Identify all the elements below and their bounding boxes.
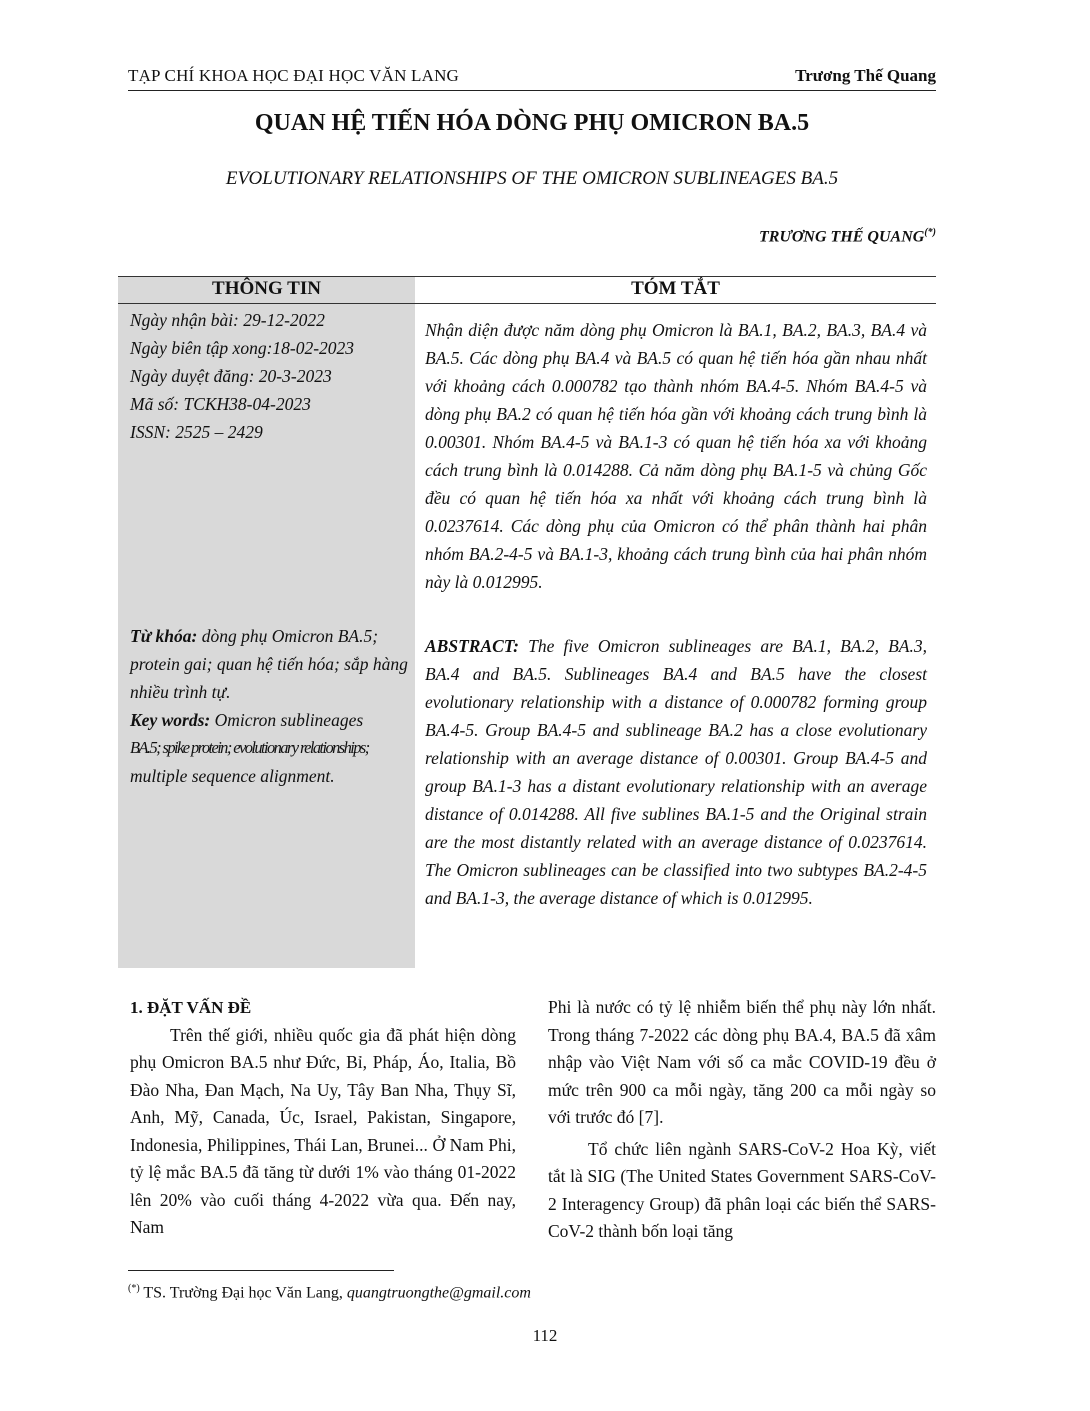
body-column-left — [130, 994, 516, 1242]
abstract-english-text: The five Omicron sublineages are BA.1, BA.2, BA.3, BA.4 and BA.5. Sublineages BA.4 and BA.5 have the closest evolutionary relationship with a distance of 0.000782 forming group BA.4-5. Group BA.4-5 and sublineage BA.2 has a close evolutionary relationship with an average distance of 0.00301. Group BA.4-5 and group BA.1-3 has a distant evolutionary relationship with an average distance of 0.014288. All five sublines BA.1-5 and the Original strain are the most distantly related with an average distance of 0.0237614. The Omicron sublineages can be classified into two subtypes BA.2-4-5 and BA.1-3, the average distance of which is 0.012995. — [425, 636, 927, 908]
journal-name: TẠP CHÍ KHOA HỌC ĐẠI HỌC VĂN LANG — [128, 66, 460, 85]
author-name-text: TRƯƠNG THẾ QUANG — [759, 228, 925, 246]
received-date: Ngày nhận bài: 29-12-2022 — [130, 310, 325, 330]
table-header-rule — [118, 303, 936, 304]
footnote-mark: (*) — [128, 1283, 140, 1294]
body-paragraph-1-cont: Phi là nước có tỷ lệ nhiễm biến thể phụ này lớn nhất. Trong tháng 7-2022 các dòng phụ BA.4, BA.5 đã xâm nhập vào Việt Nam với số ca mắc COVID-19 đều ở mức trên 900 ca mỗi ngày, tăng 200 ca mỗi ngày so với trước đó [7]. — [548, 997, 936, 1127]
keywords-en-text-3: multiple sequence alignment. — [130, 766, 335, 786]
body-paragraph-2: Tổ chức liên ngành SARS-CoV-2 Hoa Kỳ, viết tắt là SIG (The United States Government SARS-CoV-2 Interagency Group) đã phân loại các biến thể SARS-CoV-2 thành bốn loại tăng — [548, 1138, 936, 1241]
keywords-en — [130, 706, 412, 734]
running-author: Trương Thế Quang — [795, 66, 936, 85]
paper-title: QUAN HỆ TIẾN HÓA DÒNG PHỤ OMICRON BA.5 — [254, 110, 810, 136]
body-paragraph-1: Trên thế giới, nhiều quốc gia đã phát hiện dòng phụ Omicron BA.5 như Đức, Bỉ, Pháp, Áo, Italia, Bồ Đào Nha, Đan Mạch, Na Uy, Tây Ban Nha, Thụy Sĩ, Anh, Mỹ, Canada, Úc, Israel, Pakistan, Singapore, Indonesia, Philippines, Thái Lan, Brunei... Ở Nam Phi, tỷ lệ mắc BA.5 đã tăng từ dưới 1% vào tháng 01-2022 lên 20% vào cuối tháng 4-2022 vừa qua. Đến nay, Nam — [130, 1024, 516, 1237]
abstract-english — [425, 632, 927, 912]
table-top-rule — [118, 276, 936, 277]
keywords-vn-text: dòng phụ Omicron BA.5; protein gai; quan hệ tiến hóa; sắp hàng nhiều trình tự. — [130, 626, 408, 702]
keywords-en-label: Key words: — [130, 710, 211, 730]
abstract-vietnamese: Nhận diện được năm dòng phụ Omicron là BA.1, BA.2, BA.3, BA.4 và BA.5. Các dòng phụ BA.4 và BA.5 có quan hệ tiến hóa gần nhau nhất với khoảng cách 0.000782 tạo thành nhóm BA.4-5. Nhóm BA.4-5 và dòng phụ BA.2 có quan hệ tiến hóa gần với khoảng cách trung bình là 0.00301. Nhóm BA.4-5 và BA.1-3 có quan hệ tiến hóa xa với khoảng cách trung bình là 0.014288. Cả năm dòng phụ BA.1-5 và chủng Gốc đều có quan hệ tiến hóa xa nhất với khoảng cách trung bình là 0.0237614. Các dòng phụ của Omicron có thể phân thành hai phân nhóm BA.2-4-5 và BA.1-3, khoảng cách trung bình của hai phân nhóm này là 0.012995. — [425, 320, 927, 592]
info-header: THÔNG TIN — [212, 278, 321, 299]
keywords-en-text-1: Omicron sublineages — [210, 710, 364, 730]
abstract-label: ABSTRACT: — [425, 636, 520, 656]
keywords-en-text-2: BA.5; spike protein; evolutionary relationships; — [130, 738, 369, 757]
author-mark: (*) — [924, 227, 936, 238]
header-rule — [128, 90, 936, 91]
paper-subtitle: EVOLUTIONARY RELATIONSHIPS OF THE OMICRON SUBLINEAGES BA.5 — [225, 168, 839, 189]
section-heading: 1. ĐẶT VẤN ĐỀ — [130, 998, 252, 1017]
footnote — [128, 1283, 531, 1302]
abstract-header: TÓM TẮT — [631, 278, 720, 299]
keywords-block — [130, 622, 412, 790]
article-info — [130, 306, 410, 446]
issn: ISSN: 2525 – 2429 — [130, 422, 263, 442]
footnote-rule — [128, 1270, 394, 1271]
keywords-vn — [130, 622, 412, 706]
footnote-email: quangtruongthe@gmail.com — [346, 1284, 531, 1302]
edited-date: Ngày biên tập xong:18-02-2023 — [130, 338, 355, 358]
page-number: 112 — [532, 1326, 558, 1345]
author-name — [759, 227, 936, 246]
body-column-right — [548, 994, 936, 1246]
article-code: Mã số: TCKH38-04-2023 — [130, 394, 311, 414]
keywords-vn-label: Từ khóa: — [130, 626, 198, 646]
accepted-date: Ngày duyệt đăng: 20-3-2023 — [130, 366, 332, 386]
footnote-affiliation: TS. Trường Đại học Văn Lang, — [139, 1284, 347, 1302]
